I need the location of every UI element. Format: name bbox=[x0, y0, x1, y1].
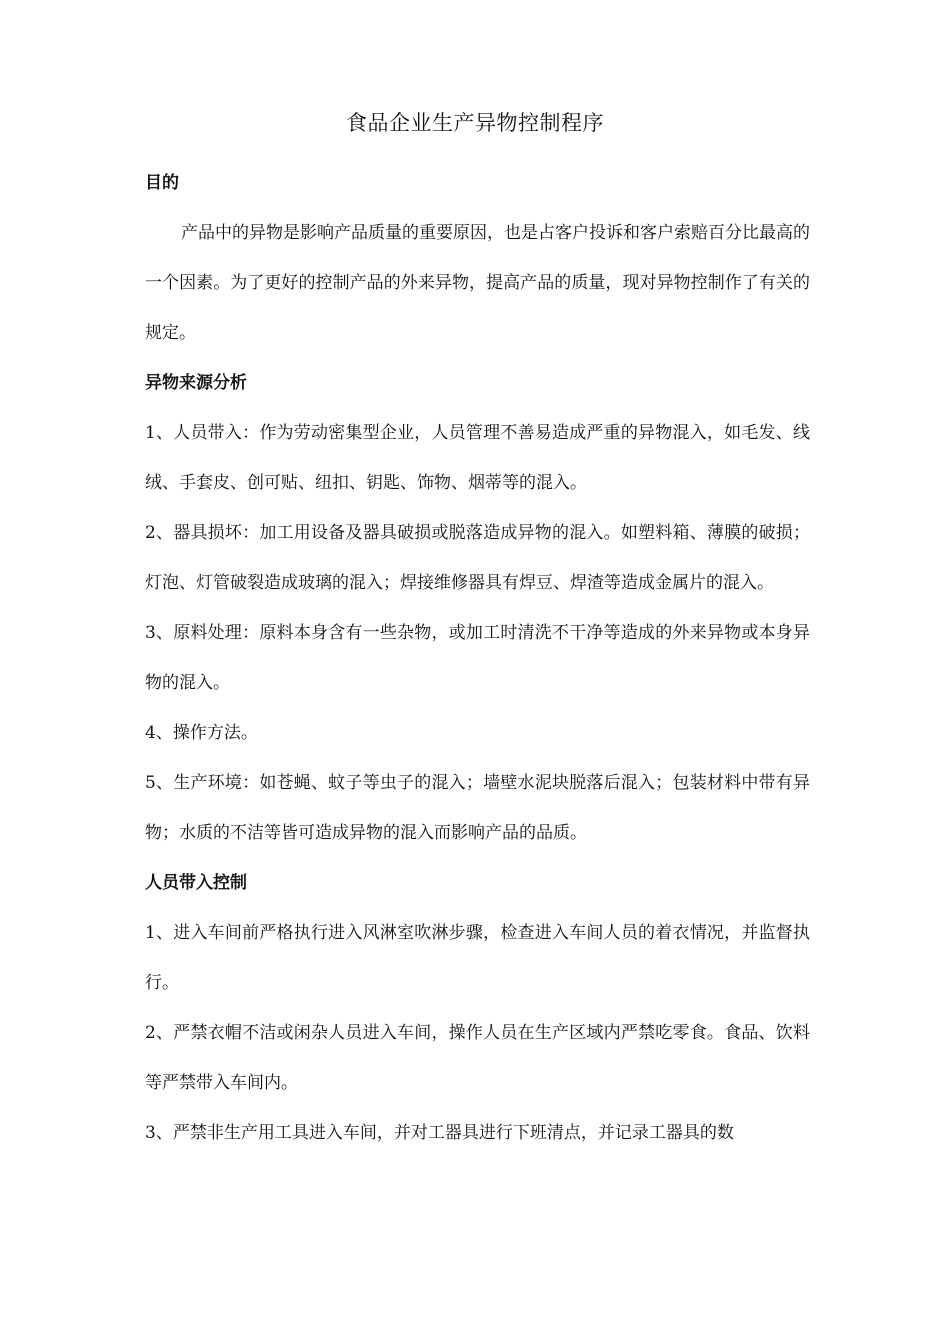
section-heading: 异物来源分析 bbox=[145, 373, 247, 393]
list-item: 1、人员带入：作为劳动密集型企业，人员管理不善易造成严重的异物混入，如毛发、线绒、手套皮、创可贴、纽扣、钥匙、饰物、烟蒂等的混入。 bbox=[145, 423, 810, 493]
list-item: 3、严禁非生产用工具进入车间，并对工器具进行下班清点，并记录工器具的数 bbox=[145, 1123, 734, 1143]
section-personnel-control bbox=[145, 858, 810, 1158]
list-item: 1、进入车间前严格执行进入风淋室吹淋步骤，检查进入车间人员的着衣情况，并监督执行。 bbox=[145, 923, 810, 993]
list-item: 2、严禁衣帽不洁或闲杂人员进入车间，操作人员在生产区域内严禁吃零食。食品、饮料等严禁带入车间内。 bbox=[145, 1023, 810, 1093]
list-item: 5、生产环境：如苍蝇、蚊子等虫子的混入；墙壁水泥块脱落后混入；包装材料中带有异物；水质的不洁等皆可造成异物的混入而影响产品的品质。 bbox=[145, 773, 810, 843]
document-body bbox=[145, 158, 810, 1158]
document-title: 食品企业生产异物控制程序 bbox=[346, 111, 604, 135]
section-purpose bbox=[145, 158, 810, 358]
list-item: 3、原料处理：原料本身含有一些杂物，或加工时清洗不干净等造成的外来异物或本身异物的混入。 bbox=[145, 623, 810, 693]
section-heading: 人员带入控制 bbox=[145, 873, 247, 893]
section-source-analysis bbox=[145, 358, 810, 858]
list-item: 2、器具损坏：加工用设备及器具破损或脱落造成异物的混入。如塑料箱、薄膜的破损；灯泡、灯管破裂造成玻璃的混入；焊接维修器具有焊豆、焊渣等造成金属片的混入。 bbox=[145, 523, 810, 593]
list-item: 4、操作方法。 bbox=[145, 723, 258, 743]
paragraph: 产品中的异物是影响产品质量的重要原因，也是占客户投诉和客户索赔百分比最高的一个因素。为了更好的控制产品的外来异物，提高产品的质量，现对异物控制作了有关的规定。 bbox=[145, 223, 810, 343]
section-heading: 目的 bbox=[145, 173, 179, 193]
